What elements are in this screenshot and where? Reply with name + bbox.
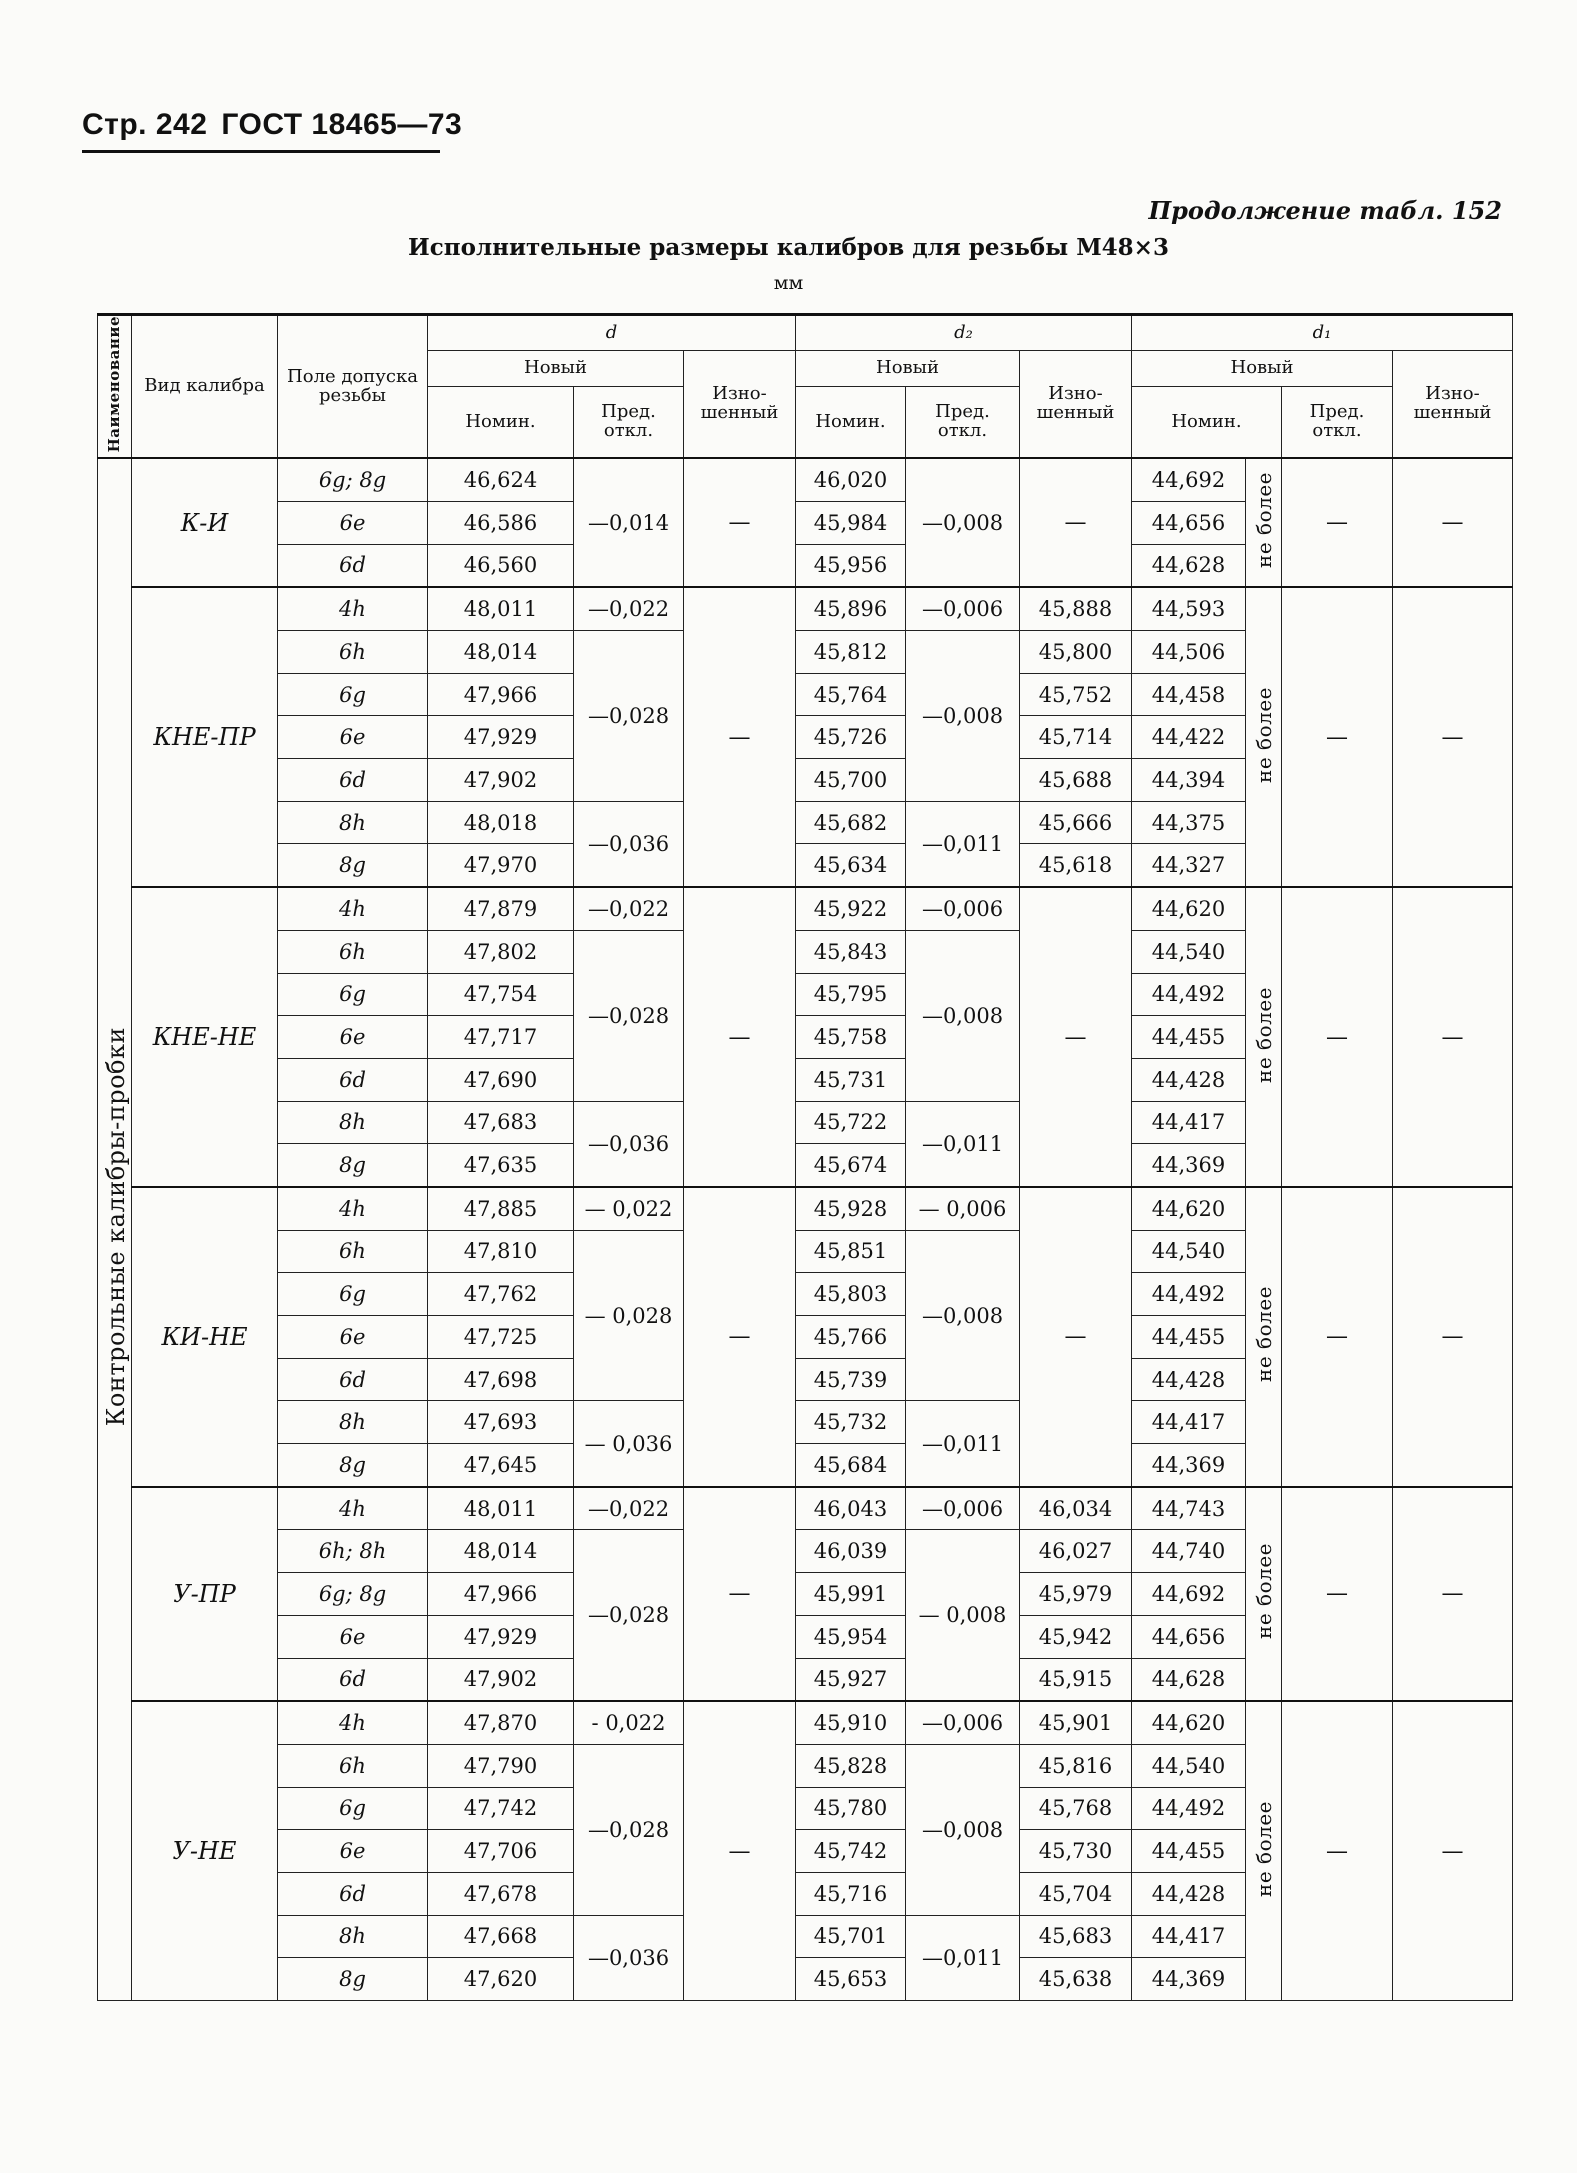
d2-deviation: —0,008 xyxy=(906,1230,1020,1401)
d1-deviation: — xyxy=(1282,887,1393,1187)
tolerance-field: 6d xyxy=(278,1872,428,1915)
d2-nominal: 45,984 xyxy=(796,501,906,544)
tolerance-field: 6e xyxy=(278,501,428,544)
d-deviation: —0,022 xyxy=(574,587,684,630)
d1-deviation-header: Пред. откл. xyxy=(1282,387,1393,459)
tolerance-field: 6g xyxy=(278,673,428,716)
d-nominal: 47,870 xyxy=(428,1701,574,1744)
tolerance-field: 8h xyxy=(278,1915,428,1958)
d-nominal: 47,645 xyxy=(428,1444,574,1487)
col-kind-header: Вид калибра xyxy=(132,315,278,459)
tolerance-field: 4h xyxy=(278,587,428,630)
tolerance-field: 4h xyxy=(278,887,428,930)
d-deviation: — 0,036 xyxy=(574,1401,684,1487)
d2-nominal: 45,674 xyxy=(796,1144,906,1187)
d-nominal: 48,014 xyxy=(428,631,574,674)
d-deviation: — 0,028 xyxy=(574,1230,684,1401)
page-header xyxy=(82,108,462,142)
d-nominal: 47,717 xyxy=(428,1016,574,1059)
d-worn: — xyxy=(684,1487,796,1701)
d1-nominal: 44,455 xyxy=(1132,1830,1246,1873)
category-label: Контрольные калибры-пробки xyxy=(98,458,132,2000)
d2-worn-header: Изношенный xyxy=(1020,351,1132,459)
d1-nominal: 44,369 xyxy=(1132,1444,1246,1487)
d1-nominal: 44,428 xyxy=(1132,1872,1246,1915)
d2-worn: — xyxy=(1020,1187,1132,1487)
d-worn: — xyxy=(684,1187,796,1487)
d-nominal: 47,668 xyxy=(428,1915,574,1958)
d2-worn: 45,688 xyxy=(1020,759,1132,802)
d-nominal: 47,678 xyxy=(428,1872,574,1915)
d2-nominal: 45,927 xyxy=(796,1658,906,1701)
gauge-kind: КНЕ-ПР xyxy=(132,587,278,887)
d1-nominal: 44,540 xyxy=(1132,930,1246,973)
d2-worn: 45,800 xyxy=(1020,631,1132,674)
d1-deviation: — xyxy=(1282,587,1393,887)
tolerance-field: 8h xyxy=(278,801,428,844)
d-nominal: 47,683 xyxy=(428,1101,574,1144)
tolerance-field: 6e xyxy=(278,1830,428,1873)
d-nominal: 47,698 xyxy=(428,1358,574,1401)
tolerance-field: 6d xyxy=(278,544,428,587)
d-nominal: 48,011 xyxy=(428,1487,574,1530)
d1-nominal: 44,369 xyxy=(1132,1144,1246,1187)
d-deviation: - 0,022 xyxy=(574,1701,684,1744)
d2-worn: 45,942 xyxy=(1020,1615,1132,1658)
tolerance-field: 6g; 8g xyxy=(278,1573,428,1616)
d2-worn: 45,901 xyxy=(1020,1701,1132,1744)
table-body xyxy=(98,458,1513,2000)
d2-nominal-header: Номин. xyxy=(796,387,906,459)
not-more-label: не более xyxy=(1246,1187,1282,1487)
d-worn: — xyxy=(684,1701,796,2000)
d-worn: — xyxy=(684,458,796,587)
d2-nominal: 45,682 xyxy=(796,801,906,844)
d1-nominal: 44,375 xyxy=(1132,801,1246,844)
d2-worn: 46,034 xyxy=(1020,1487,1132,1530)
d2-nominal: 45,716 xyxy=(796,1872,906,1915)
d1-worn: — xyxy=(1393,887,1513,1187)
d-nominal: 47,902 xyxy=(428,759,574,802)
d2-nominal: 46,043 xyxy=(796,1487,906,1530)
d2-worn: 45,683 xyxy=(1020,1915,1132,1958)
d1-nominal: 44,492 xyxy=(1132,973,1246,1016)
tolerance-field: 4h xyxy=(278,1701,428,1744)
d-nominal: 47,762 xyxy=(428,1273,574,1316)
d-nominal: 47,879 xyxy=(428,887,574,930)
d-nominal: 48,011 xyxy=(428,587,574,630)
d-nominal: 47,802 xyxy=(428,930,574,973)
tolerance-field: 6h xyxy=(278,1230,428,1273)
d-nominal: 47,742 xyxy=(428,1787,574,1830)
tolerance-field: 8g xyxy=(278,1444,428,1487)
gauge-kind: КНЕ-НЕ xyxy=(132,887,278,1187)
d1-worn: — xyxy=(1393,1487,1513,1701)
d-deviation: —0,028 xyxy=(574,1530,684,1701)
d1-nominal: 44,593 xyxy=(1132,587,1246,630)
d1-worn-header: Изношенный xyxy=(1393,351,1513,459)
d-deviation: —0,028 xyxy=(574,930,684,1101)
d-nominal: 47,902 xyxy=(428,1658,574,1701)
d1-nominal: 44,620 xyxy=(1132,1701,1246,1744)
d1-nominal: 44,656 xyxy=(1132,501,1246,544)
d2-worn: 45,979 xyxy=(1020,1573,1132,1616)
not-more-label: не более xyxy=(1246,1487,1282,1701)
d2-worn: — xyxy=(1020,458,1132,587)
d-nominal: 48,018 xyxy=(428,801,574,844)
d2-nominal: 45,701 xyxy=(796,1915,906,1958)
gauge-kind: КИ-НЕ xyxy=(132,1187,278,1487)
d1-nominal: 44,417 xyxy=(1132,1401,1246,1444)
d-nominal: 48,014 xyxy=(428,1530,574,1573)
d2-worn: 45,638 xyxy=(1020,1958,1132,2001)
d1-nominal: 44,628 xyxy=(1132,544,1246,587)
d2-nominal: 45,758 xyxy=(796,1016,906,1059)
d2-nominal: 45,896 xyxy=(796,587,906,630)
d-deviation: —0,028 xyxy=(574,631,684,802)
not-more-label: не более xyxy=(1246,1701,1282,2000)
d-deviation: —0,022 xyxy=(574,1487,684,1530)
d2-nominal: 46,020 xyxy=(796,458,906,501)
d2-worn: 45,618 xyxy=(1020,844,1132,887)
tolerance-field: 6g; 8g xyxy=(278,458,428,501)
d2-nominal: 45,722 xyxy=(796,1101,906,1144)
d1-new-header: Новый xyxy=(1132,351,1393,387)
d2-worn: 45,714 xyxy=(1020,716,1132,759)
not-more-label: не более xyxy=(1246,587,1282,887)
d1-nominal: 44,369 xyxy=(1132,1958,1246,2001)
d2-nominal: 45,803 xyxy=(796,1273,906,1316)
d1-deviation: — xyxy=(1282,1487,1393,1701)
d-nominal: 47,620 xyxy=(428,1958,574,2001)
d2-nominal: 45,928 xyxy=(796,1187,906,1230)
d2-nominal: 45,739 xyxy=(796,1358,906,1401)
tolerance-field: 8g xyxy=(278,844,428,887)
d1-deviation: — xyxy=(1282,1701,1393,2000)
d1-nominal: 44,422 xyxy=(1132,716,1246,759)
d2-deviation: — 0,008 xyxy=(906,1530,1020,1701)
d-deviation-header: Пред. откл. xyxy=(574,387,684,459)
d-nominal: 47,693 xyxy=(428,1401,574,1444)
d-nominal: 46,560 xyxy=(428,544,574,587)
d1-worn: — xyxy=(1393,1701,1513,2000)
d-worn-header: Изношенный xyxy=(684,351,796,459)
d-worn: — xyxy=(684,887,796,1187)
tolerance-field: 8h xyxy=(278,1401,428,1444)
d-worn: — xyxy=(684,587,796,887)
d2-nominal: 45,812 xyxy=(796,631,906,674)
d1-nominal: 44,692 xyxy=(1132,1573,1246,1616)
d1-nominal: 44,620 xyxy=(1132,887,1246,930)
d-nominal: 47,635 xyxy=(428,1144,574,1187)
d1-worn: — xyxy=(1393,587,1513,887)
tolerance-field: 6d xyxy=(278,1358,428,1401)
gauge-dimensions-table xyxy=(97,313,1513,2001)
d1-nominal: 44,743 xyxy=(1132,1487,1246,1530)
d2-worn: 45,768 xyxy=(1020,1787,1132,1830)
d2-nominal: 46,039 xyxy=(796,1530,906,1573)
d-nominal: 47,929 xyxy=(428,716,574,759)
d2-deviation-header: Пред. откл. xyxy=(906,387,1020,459)
d-nominal: 47,690 xyxy=(428,1058,574,1101)
d1-nominal: 44,417 xyxy=(1132,1915,1246,1958)
d1-nominal: 44,506 xyxy=(1132,631,1246,674)
d2-deviation: —0,006 xyxy=(906,1701,1020,1744)
d2-deviation: —0,008 xyxy=(906,930,1020,1101)
d2-deviation: —0,011 xyxy=(906,1401,1020,1487)
d-nominal: 47,966 xyxy=(428,673,574,716)
gauge-kind: У-НЕ xyxy=(132,1701,278,2000)
gauge-kind: У-ПР xyxy=(132,1487,278,1701)
d2-deviation: —0,008 xyxy=(906,458,1020,587)
tolerance-field: 6d xyxy=(278,1658,428,1701)
d2-deviation: —0,006 xyxy=(906,887,1020,930)
table-row xyxy=(98,587,1513,630)
tolerance-field: 6g xyxy=(278,973,428,1016)
d-deviation: —0,028 xyxy=(574,1744,684,1915)
tolerance-field: 6h xyxy=(278,1744,428,1787)
d2-nominal: 45,922 xyxy=(796,887,906,930)
d1-nominal: 44,394 xyxy=(1132,759,1246,802)
d1-worn: — xyxy=(1393,458,1513,587)
d1-nominal: 44,428 xyxy=(1132,1058,1246,1101)
d2-nominal: 45,851 xyxy=(796,1230,906,1273)
table-row xyxy=(98,1701,1513,1744)
d1-deviation: — xyxy=(1282,458,1393,587)
d1-nominal: 44,327 xyxy=(1132,844,1246,887)
d1-nominal: 44,540 xyxy=(1132,1744,1246,1787)
col-d1-header: d₁ xyxy=(1132,315,1513,351)
d2-nominal: 45,764 xyxy=(796,673,906,716)
d1-nominal: 44,428 xyxy=(1132,1358,1246,1401)
col-d2-header: d₂ xyxy=(796,315,1132,351)
d2-nominal: 45,954 xyxy=(796,1615,906,1658)
gauge-kind: К-И xyxy=(132,458,278,587)
d1-nominal: 44,692 xyxy=(1132,458,1246,501)
table-row xyxy=(98,1187,1513,1230)
standard-number: ГОСТ 18465—73 xyxy=(221,108,463,141)
d-deviation: —0,036 xyxy=(574,1101,684,1187)
d2-nominal: 45,731 xyxy=(796,1058,906,1101)
d1-nominal: 44,740 xyxy=(1132,1530,1246,1573)
d1-worn: — xyxy=(1393,1187,1513,1487)
d1-nominal: 44,458 xyxy=(1132,673,1246,716)
tolerance-field: 8g xyxy=(278,1958,428,2001)
not-more-label: не более xyxy=(1246,887,1282,1187)
d1-deviation: — xyxy=(1282,1187,1393,1487)
header-rule xyxy=(82,150,440,153)
page-number: Стр. 242 xyxy=(82,108,208,141)
d-nominal: 47,810 xyxy=(428,1230,574,1273)
d2-worn: 45,752 xyxy=(1020,673,1132,716)
table-wrap xyxy=(97,313,1512,2001)
tolerance-field: 6d xyxy=(278,759,428,802)
d2-nominal: 45,956 xyxy=(796,544,906,587)
d2-nominal: 45,843 xyxy=(796,930,906,973)
d2-nominal: 45,795 xyxy=(796,973,906,1016)
d1-nominal: 44,492 xyxy=(1132,1787,1246,1830)
d2-worn: 45,915 xyxy=(1020,1658,1132,1701)
tolerance-field: 6g xyxy=(278,1787,428,1830)
tolerance-field: 6h; 8h xyxy=(278,1530,428,1573)
d-nominal: 46,624 xyxy=(428,458,574,501)
d2-worn: 45,888 xyxy=(1020,587,1132,630)
tolerance-field: 6e xyxy=(278,1615,428,1658)
d1-nominal: 44,455 xyxy=(1132,1316,1246,1359)
d2-worn: 46,027 xyxy=(1020,1530,1132,1573)
d2-nominal: 45,634 xyxy=(796,844,906,887)
tolerance-field: 6g xyxy=(278,1273,428,1316)
units-label: мм xyxy=(773,272,804,294)
d2-worn: 45,666 xyxy=(1020,801,1132,844)
d1-nominal: 44,540 xyxy=(1132,1230,1246,1273)
table-row xyxy=(98,1487,1513,1530)
continuation-note: Продолжение табл. 152 xyxy=(1148,196,1502,225)
d2-deviation: —0,011 xyxy=(906,1915,1020,2000)
d1-nominal: 44,620 xyxy=(1132,1187,1246,1230)
tolerance-field: 6e xyxy=(278,1316,428,1359)
d1-nominal: 44,417 xyxy=(1132,1101,1246,1144)
d2-nominal: 45,742 xyxy=(796,1830,906,1873)
d2-deviation: —0,006 xyxy=(906,587,1020,630)
d2-nominal: 45,766 xyxy=(796,1316,906,1359)
d2-deviation: — 0,006 xyxy=(906,1187,1020,1230)
d2-worn: 45,730 xyxy=(1020,1830,1132,1873)
d-new-header: Новый xyxy=(428,351,684,387)
col-name-header: Наименование xyxy=(98,315,132,459)
d1-nominal: 44,656 xyxy=(1132,1615,1246,1658)
tolerance-field: 8h xyxy=(278,1101,428,1144)
d2-nominal: 45,700 xyxy=(796,759,906,802)
d2-worn: 45,816 xyxy=(1020,1744,1132,1787)
tolerance-field: 6d xyxy=(278,1058,428,1101)
d-nominal: 47,885 xyxy=(428,1187,574,1230)
tolerance-field: 4h xyxy=(278,1187,428,1230)
d1-nominal: 44,492 xyxy=(1132,1273,1246,1316)
d-nominal: 47,725 xyxy=(428,1316,574,1359)
d2-nominal: 45,732 xyxy=(796,1401,906,1444)
d-deviation: —0,036 xyxy=(574,1915,684,2000)
d2-deviation: —0,008 xyxy=(906,1744,1020,1915)
not-more-label: не более xyxy=(1246,458,1282,587)
d2-deviation: —0,008 xyxy=(906,631,1020,802)
tolerance-field: 6h xyxy=(278,631,428,674)
tolerance-field: 6h xyxy=(278,930,428,973)
d-nominal: 47,754 xyxy=(428,973,574,1016)
d-nominal-header: Номин. xyxy=(428,387,574,459)
table-title: Исполнительные размеры калибров для резьбы М48×3 xyxy=(408,234,1169,261)
d2-worn: 45,704 xyxy=(1020,1872,1132,1915)
d2-deviation: —0,006 xyxy=(906,1487,1020,1530)
d2-nominal: 45,726 xyxy=(796,716,906,759)
d2-new-header: Новый xyxy=(796,351,1020,387)
d2-nominal: 45,653 xyxy=(796,1958,906,2001)
d-deviation: — 0,022 xyxy=(574,1187,684,1230)
d-nominal: 47,790 xyxy=(428,1744,574,1787)
d2-nominal: 45,780 xyxy=(796,1787,906,1830)
table-row xyxy=(98,887,1513,930)
d-deviation: —0,022 xyxy=(574,887,684,930)
tolerance-field: 8g xyxy=(278,1144,428,1187)
d1-nominal: 44,628 xyxy=(1132,1658,1246,1701)
col-d-header: d xyxy=(428,315,796,351)
tolerance-field: 4h xyxy=(278,1487,428,1530)
d2-nominal: 45,910 xyxy=(796,1701,906,1744)
tolerance-field: 6e xyxy=(278,1016,428,1059)
d-nominal: 47,929 xyxy=(428,1615,574,1658)
d2-nominal: 45,991 xyxy=(796,1573,906,1616)
d-nominal: 47,966 xyxy=(428,1573,574,1616)
d2-nominal: 45,828 xyxy=(796,1744,906,1787)
d1-nominal: 44,455 xyxy=(1132,1016,1246,1059)
d-deviation: —0,014 xyxy=(574,458,684,587)
d2-deviation: —0,011 xyxy=(906,801,1020,887)
d-deviation: —0,036 xyxy=(574,801,684,887)
d-nominal: 47,706 xyxy=(428,1830,574,1873)
tolerance-field: 6e xyxy=(278,716,428,759)
d2-worn: — xyxy=(1020,887,1132,1187)
d1-nominal-header: Номин. xyxy=(1132,387,1282,459)
d2-nominal: 45,684 xyxy=(796,1444,906,1487)
d-nominal: 47,970 xyxy=(428,844,574,887)
d2-deviation: —0,011 xyxy=(906,1101,1020,1187)
col-tolerance-header: Поле допуска резьбы xyxy=(278,315,428,459)
table-row xyxy=(98,458,1513,501)
d-nominal: 46,586 xyxy=(428,501,574,544)
